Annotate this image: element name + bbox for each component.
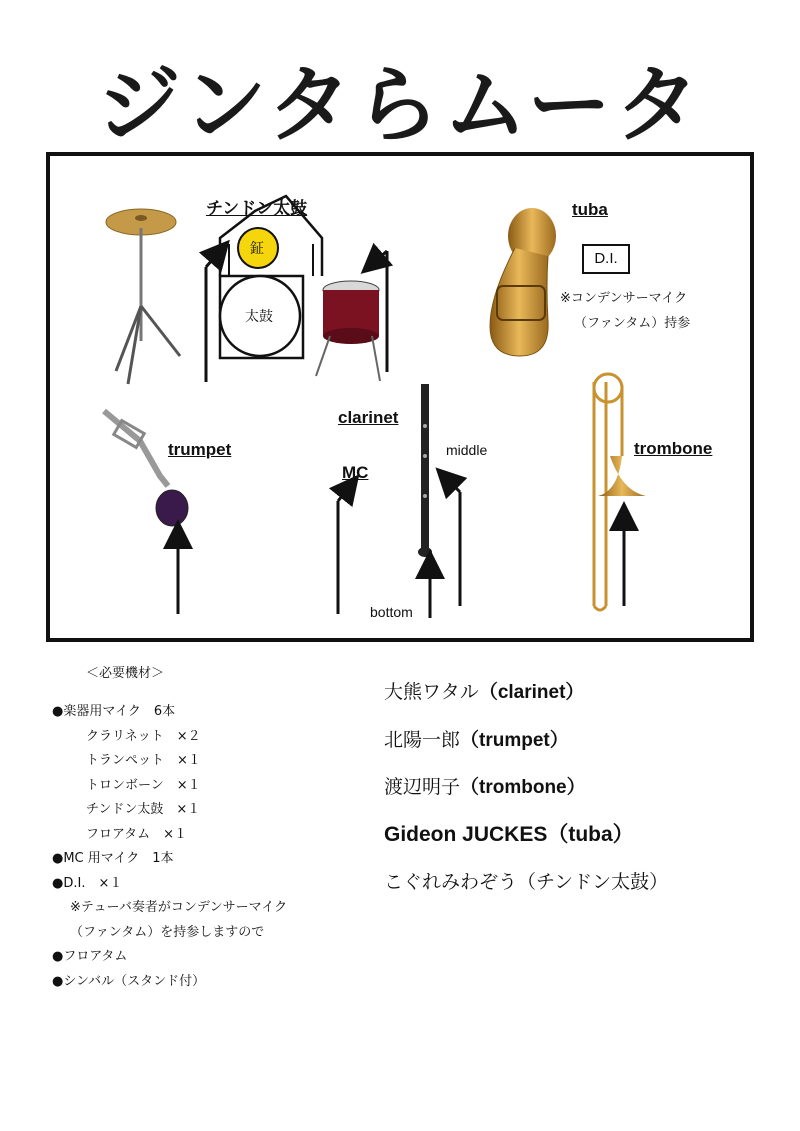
member-item: こぐれみわぞう（チンドン太鼓） [384,871,669,893]
trombone-icon [594,374,646,610]
chindon-label: チンドン太鼓 [206,199,308,218]
tuba-icon [490,208,556,356]
taiko-label: 太鼓 [245,308,273,324]
member-item: 渡辺明子（trombone） [384,776,586,798]
mc-label: MC [342,463,369,482]
middle-label: middle [446,442,488,458]
list-item: ※テューバ奏者がコンデンサーマイク [70,900,288,915]
tuba-note-1: ※コンデンサーマイク [560,291,688,306]
member-list [384,672,784,910]
equipment-heading: ＜必要機材＞ [86,666,165,681]
list-item: ● D.I. ×１ [52,872,372,897]
trumpet-icon [104,411,188,526]
trumpet-label: trumpet [168,440,232,459]
kane-label: 鉦 [250,240,264,256]
list-item: ● フロアタム [52,945,372,970]
tuba-note-2: （ファンタム）持参 [574,316,691,331]
list-item: ● シンバル（スタンド付） [52,970,372,995]
di-box: D.I. [582,244,630,274]
list-item: チンドン太鼓 ×１ [86,802,201,817]
list-item: トロンボーン ×１ [86,777,201,793]
floor-tom-icon [316,281,380,381]
equipment-list [52,660,372,994]
stage-drawing [50,156,750,638]
stage-plot [46,152,754,642]
chindon-drum-diagram [220,196,322,358]
page-title: ジンタらムータ [96,56,704,154]
member-item: Gideon JUCKES（tuba） [384,822,634,846]
member-item: 北陽一郎（trumpet） [384,728,569,751]
list-item: トランペット ×１ [86,753,201,768]
cymbal-stand-icon [106,209,180,384]
list-item: フロアタム ×１ [86,826,187,842]
list-item: ● MC 用マイク 1本 [52,847,372,872]
bottom-label: bottom [370,604,413,620]
clarinet-label: clarinet [338,408,399,427]
list-item: クラリネット ×２ [86,728,201,744]
trombone-label: trombone [634,439,713,458]
list-item: （ファンタム）を持参しますので [70,924,265,940]
tuba-label: tuba [572,200,608,219]
clarinet-icon [418,384,432,557]
list-item: ● 楽器用マイク 6本 [52,700,372,725]
member-item: 大熊ワタル（clarinet） [384,681,585,703]
